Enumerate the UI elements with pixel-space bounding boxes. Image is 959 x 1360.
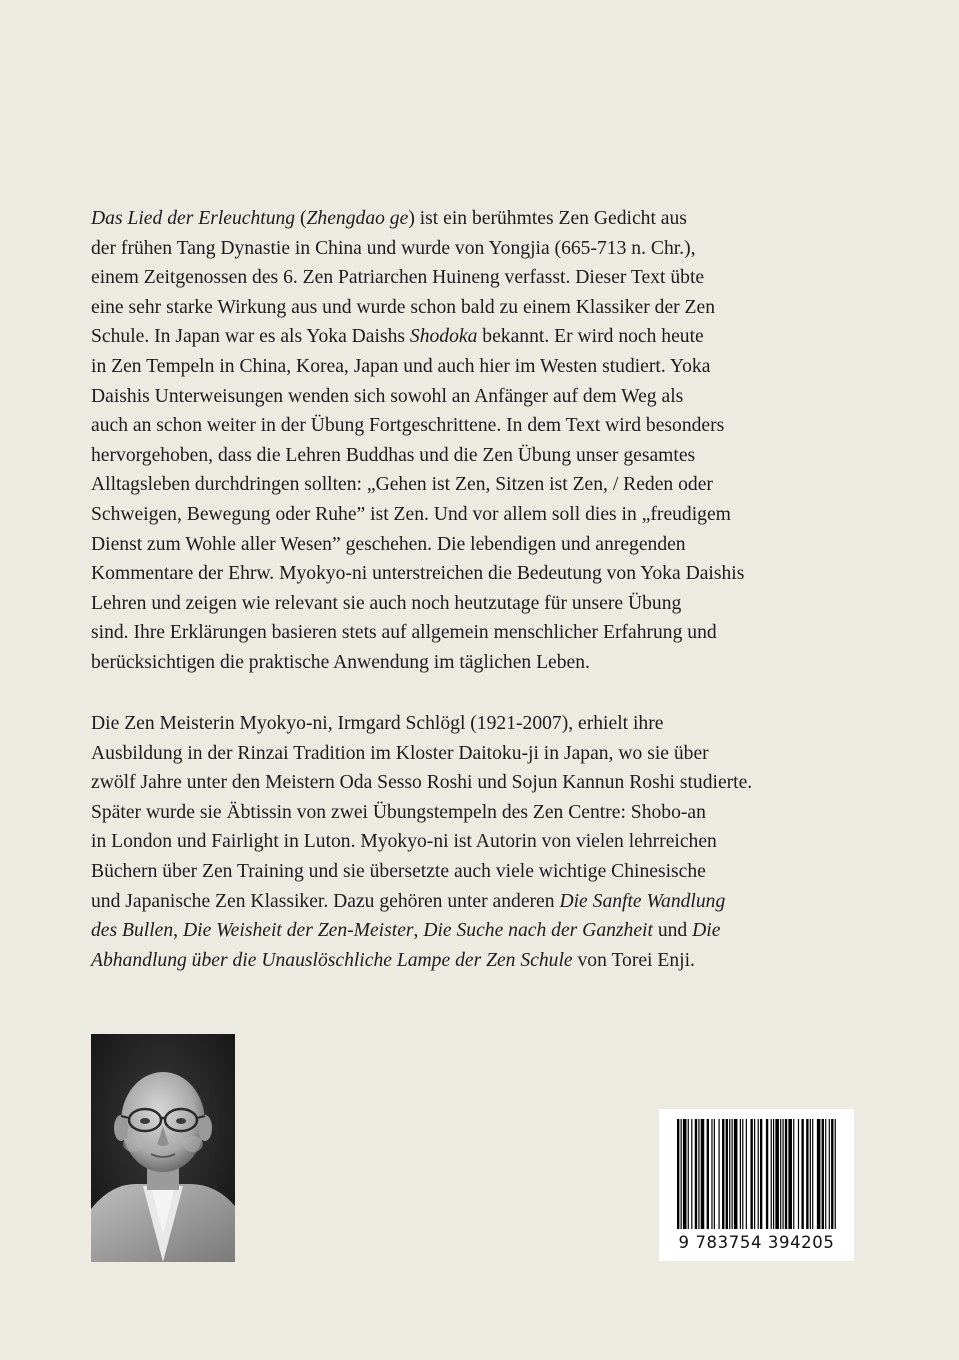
barcode-bar	[831, 1119, 833, 1229]
text-run: berücksichtigen die praktische Anwendung im täglichen Leben.	[91, 651, 590, 673]
barcode-bar	[722, 1119, 724, 1229]
barcode-bar	[729, 1119, 730, 1229]
text-run: Alltagsleben durchdringen sollten: „Gehen ist Zen, Sitzen ist Zen, / Reden oder	[91, 474, 713, 496]
barcode-bar	[740, 1119, 741, 1229]
text-line	[91, 857, 831, 887]
italic-title-text: Shodoka	[409, 326, 478, 348]
text-run: Kommentare der Ehrw. Myokyo-ni unterstreichen die Bedeutung von Yoka Daishis	[91, 563, 745, 585]
text-run: Schule. In Japan war es als Yoka Daishs	[91, 326, 410, 348]
barcode-bar	[758, 1119, 759, 1229]
text-run: zwölf Jahre unter den Meistern Oda Sesso Roshi und Sojun Kannun Roshi studierte.	[91, 772, 753, 794]
barcode-bar	[732, 1119, 733, 1229]
text-run: Schweigen, Bewegung oder Ruhe” ist Zen. Und vor allem soll dies in „freudigem	[91, 503, 731, 525]
author-biography-paragraph	[91, 709, 831, 975]
text-line	[91, 293, 831, 323]
barcode-bar	[718, 1119, 719, 1229]
barcode-bar	[773, 1119, 774, 1229]
barcode-bar	[750, 1119, 752, 1229]
barcode-bar	[812, 1119, 813, 1229]
text-line	[91, 411, 831, 441]
barcode-bar	[785, 1119, 787, 1229]
isbn-barcode	[659, 1109, 854, 1261]
barcode-bar	[766, 1119, 768, 1229]
barcode-bar	[701, 1119, 705, 1229]
text-line	[91, 441, 831, 471]
text-line	[91, 946, 831, 976]
barcode-bar	[714, 1119, 715, 1229]
barcode-bar	[801, 1119, 803, 1229]
text-line	[91, 263, 831, 293]
barcode-bar	[829, 1119, 830, 1229]
text-line	[91, 204, 831, 234]
italic-title-text: Die Weisheit der Zen-Meister	[182, 920, 414, 942]
text-run: bekannt. Er wird noch heute	[477, 326, 704, 348]
text-line	[91, 768, 831, 798]
italic-title-text: Die Sanfte Wandlung	[559, 890, 726, 912]
barcode-bar	[707, 1119, 709, 1229]
barcode-bar	[817, 1119, 821, 1229]
text-run: in Zen Tempeln in China, Korea, Japan und auch hier im Westen studiert. Yoka	[91, 355, 711, 377]
isbn-number: 9 783754 394205	[678, 1233, 835, 1252]
italic-title-text: Zhengdao ge	[306, 208, 409, 229]
barcode-bars	[659, 1109, 854, 1233]
barcode-bar	[810, 1119, 811, 1229]
barcode-bar	[683, 1119, 687, 1229]
barcode-bar	[711, 1119, 712, 1229]
text-run: und	[652, 920, 693, 942]
text-line	[91, 827, 831, 857]
text-line	[91, 559, 831, 589]
text-run: einem Zeitgenossen des 6. Zen Patriarchen Huineng verfasst. Dieser Text übte	[91, 267, 705, 289]
barcode-bar	[780, 1119, 781, 1229]
text-run: in London und Fairlight in Luton. Myokyo-ni ist Autorin von vielen lehrreichen	[91, 831, 717, 853]
text-line	[91, 234, 831, 264]
barcode-bar	[688, 1119, 689, 1229]
barcode-bar	[681, 1119, 682, 1229]
barcode-bar	[788, 1119, 792, 1229]
text-line	[91, 470, 831, 500]
text-line	[91, 352, 831, 382]
text-run: von Torei Enji.	[572, 949, 695, 971]
barcode-bar	[806, 1119, 808, 1229]
text-run: hervorgehoben, dass die Lehren Buddhas und die Zen Übung unser gesamtes	[91, 444, 696, 466]
barcode-bar	[746, 1119, 747, 1229]
text-line	[91, 589, 831, 619]
text-line	[91, 530, 831, 560]
text-run: Die Zen Meisterin Myokyo-ni, Irmgard Schlögl (1921-2007), erhielt ihre	[91, 713, 664, 734]
text-line	[91, 500, 831, 530]
text-run: Büchern über Zen Training und sie übersetzte auch viele wichtige Chinesische	[91, 860, 706, 882]
barcode-bar	[822, 1119, 824, 1229]
barcode-bar	[677, 1119, 679, 1229]
barcode-bar	[754, 1119, 755, 1229]
text-run: Später wurde sie Äbtissin von zwei Übungstempeln des Zen Centre: Shobo-an	[91, 801, 706, 823]
text-line	[91, 618, 831, 648]
text-run: ) ist ein berühmtes Zen Gedicht aus	[408, 208, 687, 229]
text-run: und Japanische Zen Klassiker. Dazu gehören unter anderen	[91, 890, 560, 912]
barcode-bar	[742, 1119, 743, 1229]
text-run: Ausbildung in der Rinzai Tradition im Kloster Daitoku-ji in Japan, wo sie über	[91, 742, 709, 764]
barcode-bar	[775, 1119, 779, 1229]
text-line	[91, 709, 831, 739]
text-line	[91, 887, 831, 917]
text-line	[91, 916, 831, 946]
italic-title-text: Die	[692, 920, 721, 942]
barcode-bar	[798, 1119, 799, 1229]
barcode-bar	[695, 1119, 697, 1229]
text-run: auch an schon weiter in der Übung Fortgeschrittene. In dem Text wird besonders	[91, 415, 725, 437]
text-line	[91, 798, 831, 828]
text-line	[91, 382, 831, 412]
italic-title-text: des Bullen	[91, 920, 174, 942]
barcode-bar	[793, 1119, 794, 1229]
barcode-bar	[771, 1119, 772, 1229]
barcode-bar	[835, 1119, 836, 1229]
text-run: eine sehr starke Wirkung aus und wurde schon bald zu einem Klassiker der Zen	[91, 296, 716, 318]
barcode-bar	[782, 1119, 783, 1229]
text-line	[91, 739, 831, 769]
barcode-bar	[698, 1119, 699, 1229]
barcode-bar	[691, 1119, 692, 1229]
italic-title-text: Das Lied der Erleuchtung	[91, 208, 296, 229]
book-description-paragraph	[91, 204, 831, 678]
text-run: der frühen Tang Dynastie in China und wurde von Yongjia (665-713 n. Chr.),	[91, 237, 696, 259]
italic-title-text: Abhandlung über die Unauslöschliche Lampe der Zen Schule	[91, 949, 573, 971]
author-portrait-icon	[91, 1034, 235, 1262]
text-run: (	[295, 208, 307, 229]
italic-title-text: Die Suche nach der Ganzheit	[423, 920, 653, 942]
barcode-bar	[825, 1119, 826, 1229]
text-run: Dienst zum Wohle aller Wesen” geschehen. Die lebendigen und anregenden	[91, 533, 686, 555]
text-run: Lehren und zeigen wie relevant sie auch noch heutzutage für unsere Übung	[91, 592, 682, 614]
barcode-bar	[760, 1119, 762, 1229]
text-line	[91, 322, 831, 352]
text-run: Daishis Unterweisungen wenden sich sowohl an Anfänger auf dem Weg als	[91, 385, 684, 407]
barcode-bar	[726, 1119, 728, 1229]
text-line	[91, 648, 831, 678]
text-run: ,	[413, 920, 424, 942]
text-run: sind. Ihre Erklärungen basieren stets auf allgemein menschlicher Erfahrung und	[91, 622, 717, 644]
text-run: ,	[173, 920, 183, 942]
author-portrait-photo	[91, 1034, 235, 1262]
barcode-bar	[734, 1119, 738, 1229]
